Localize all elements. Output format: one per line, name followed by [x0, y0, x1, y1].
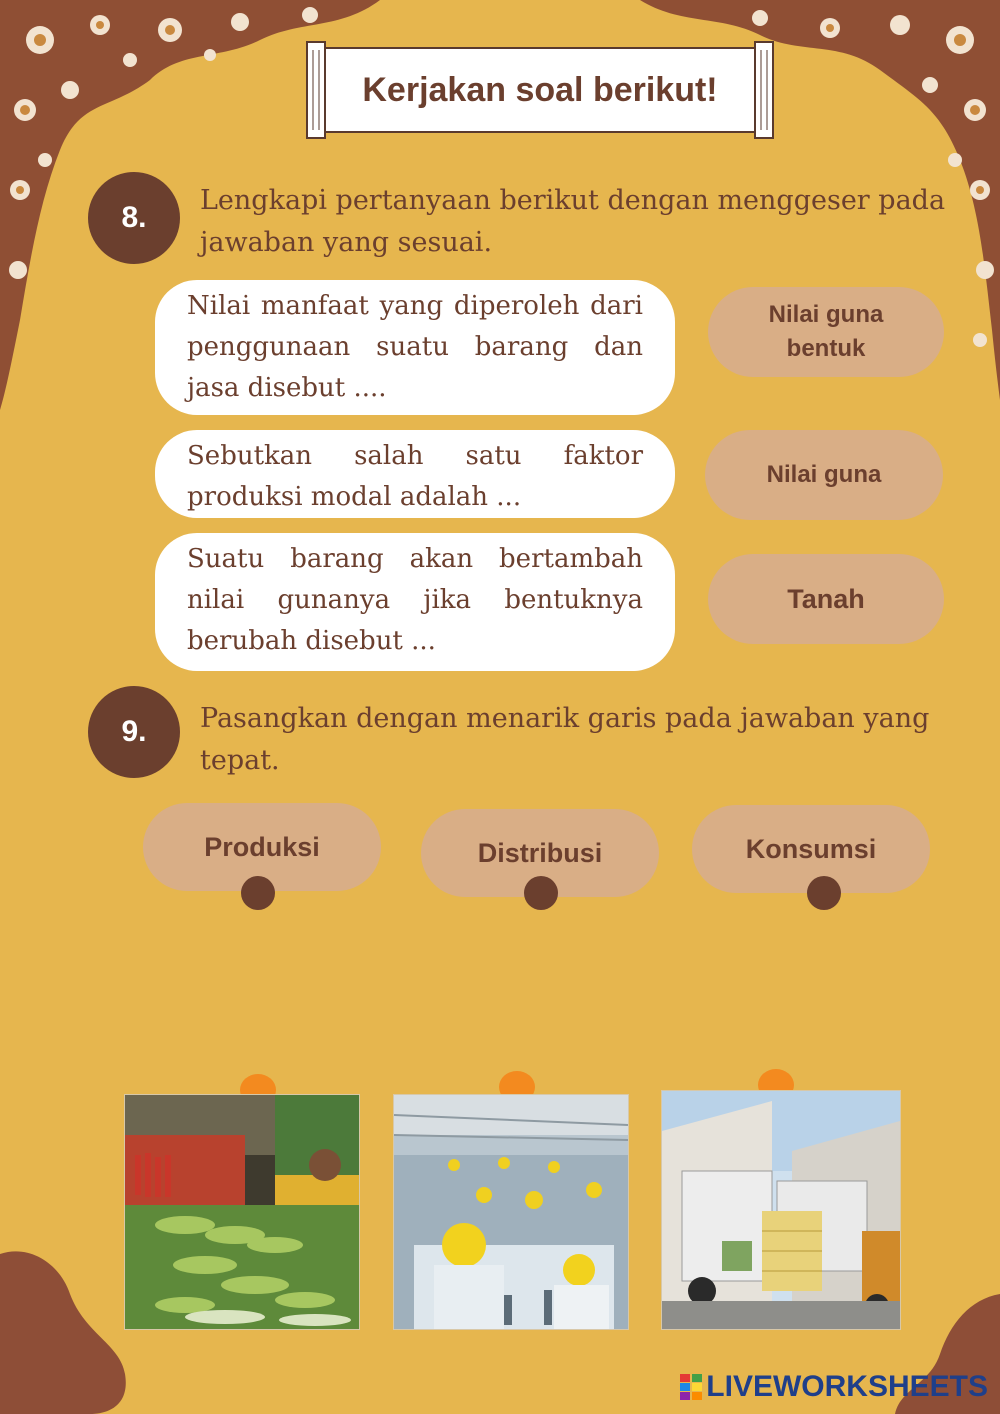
- liveworksheets-logo-icon: [680, 1374, 702, 1400]
- title-banner: [305, 40, 775, 140]
- connector-dot-konsumsi[interactable]: [807, 876, 841, 910]
- connector-dot-produksi[interactable]: [241, 876, 275, 910]
- question-8-instruction: Lengkapi pertanyaan berikut dengan menggeser pada jawaban yang sesuai.: [200, 185, 946, 258]
- factory-photo: [393, 1094, 629, 1330]
- question-number-8: 8.: [88, 172, 180, 264]
- brand-text: LIVEWORKSHEETS: [706, 1370, 988, 1403]
- brown-blob-bottom-left: [0, 1244, 140, 1414]
- delivery-truck-photo: [661, 1090, 901, 1330]
- answer-chip-nilai-guna[interactable]: Nilai guna: [705, 430, 943, 520]
- statement-box-3: Suatu barang akan bertambah nilai gunanya jika bentuknya berubah disebut ...: [155, 533, 675, 671]
- market-photo: [124, 1094, 360, 1330]
- answer-chip-tanah[interactable]: Tanah: [708, 554, 944, 644]
- label-distribusi: Distribusi: [421, 809, 659, 897]
- page-title: Kerjakan soal berikut!: [362, 70, 718, 109]
- label-produksi: Produksi: [143, 803, 381, 891]
- statement-box-2: Sebutkan salah satu faktor produksi modal adalah ...: [155, 430, 675, 518]
- liveworksheets-brand: [680, 1370, 988, 1404]
- answer-chip-nilai-guna-bentuk[interactable]: Nilai guna bentuk: [708, 287, 944, 377]
- question-number-9: 9.: [88, 686, 180, 778]
- statement-box-1: Nilai manfaat yang diperoleh dari penggunaan suatu barang dan jasa disebut ....: [155, 280, 675, 415]
- label-konsumsi: Konsumsi: [692, 805, 930, 893]
- connector-dot-distribusi[interactable]: [524, 876, 558, 910]
- question-9-instruction: Pasangkan dengan menarik garis pada jawaban yang tepat.: [200, 703, 930, 776]
